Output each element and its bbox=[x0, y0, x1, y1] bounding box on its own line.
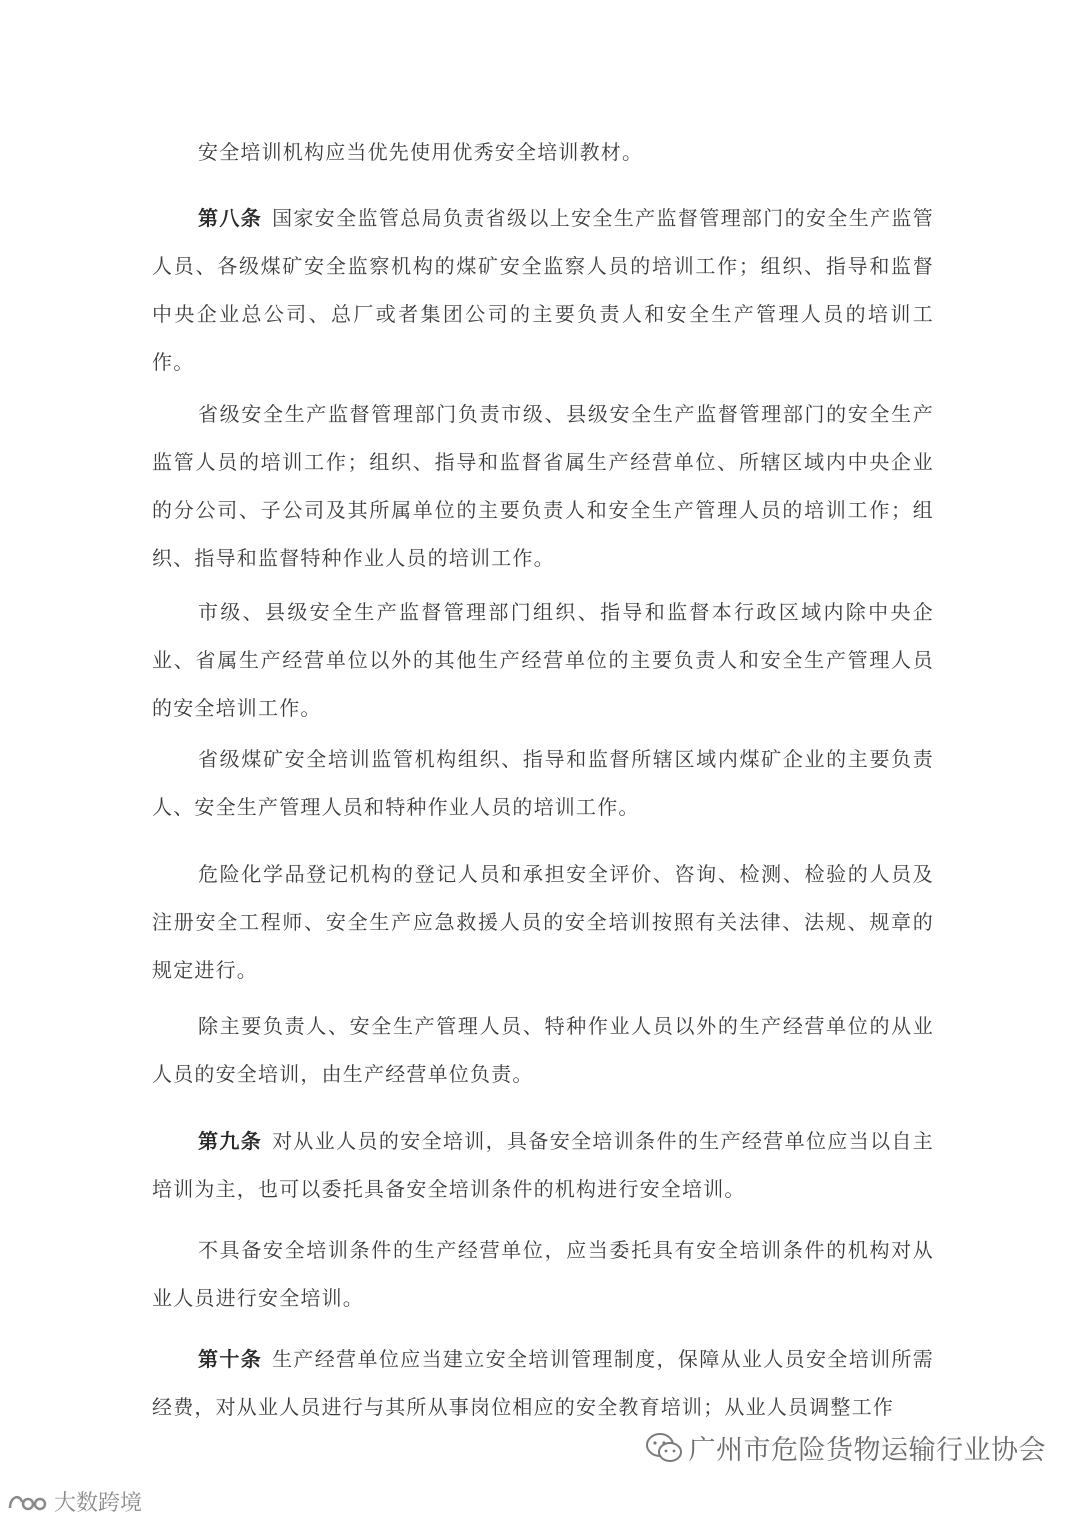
article-9-paragraph bbox=[152, 1117, 934, 1213]
watermark-text: 大数跨境 bbox=[54, 1491, 143, 1516]
article-number: 第九条 bbox=[198, 1129, 263, 1153]
paragraph-6 bbox=[152, 850, 934, 994]
paragraph-text: 除主要负责人、安全生产管理人员、特种作业人员以外的生产经营单位的从业人员的安全培训，由生产经营单位负责。 bbox=[152, 1014, 934, 1086]
paragraph-1 bbox=[152, 128, 934, 176]
paragraph-9 bbox=[152, 1226, 934, 1322]
brand-watermark bbox=[6, 1486, 142, 1517]
paragraph-text: 危险化学品登记机构的登记人员和承担安全评价、咨询、检测、检验的人员及注册安全工程师、安全生产应急救援人员的安全培训按照有关法律、法规、规章的规定进行。 bbox=[152, 862, 934, 982]
paragraph-3 bbox=[152, 390, 934, 582]
article-10-paragraph bbox=[152, 1335, 934, 1431]
article-8-paragraph bbox=[152, 194, 934, 386]
article-number: 第十条 bbox=[198, 1347, 263, 1371]
paragraph-text: 对从业人员的安全培训，具备安全培训条件的生产经营单位应当以自主培训为主，也可以委托具备安全培训条件的机构进行安全培训。 bbox=[152, 1129, 934, 1201]
wechat-icon bbox=[645, 1432, 683, 1464]
paragraph-text: 不具备安全培训条件的生产经营单位，应当委托具有安全培训条件的机构对从业人员进行安全培训。 bbox=[152, 1238, 934, 1310]
paragraph-text: 省级安全生产监督管理部门负责市级、县级安全生产监督管理部门的安全生产监管人员的培训工作；组织、指导和监督省属生产经营单位、所辖区域内中央企业的分公司、子公司及其所属单位的主要负责人和安全生产管理人员的培训工作；组织、指导和监督特种作业人员的培训工作。 bbox=[152, 402, 934, 570]
paragraph-text: 安全培训机构应当优先使用优秀安全培训教材。 bbox=[198, 140, 644, 164]
paragraph-5 bbox=[152, 735, 934, 831]
paragraph-text: 市级、县级安全生产监督管理部门组织、指导和监督本行政区域内除中央企业、省属生产经营单位以外的其他生产经营单位的主要负责人和安全生产管理人员的安全培训工作。 bbox=[152, 600, 934, 720]
paragraph-text: 国家安全监管总局负责省级以上安全生产监督管理部门的安全生产监管人员、各级煤矿安全监察机构的煤矿安全监察人员的培训工作；组织、指导和监督中央企业总公司、总厂或者集团公司的主要负责人和安全生产管理人员的培训工作。 bbox=[152, 206, 934, 374]
paragraph-text: 省级煤矿安全培训监管机构组织、指导和监督所辖区域内煤矿企业的主要负责人、安全生产管理人员和特种作业人员的培训工作。 bbox=[152, 747, 934, 819]
brand-logo-icon bbox=[6, 1488, 50, 1516]
wechat-watermark bbox=[645, 1428, 1047, 1467]
paragraph-text: 生产经营单位应当建立安全培训管理制度，保障从业人员安全培训所需经费，对从业人员进行与其所从事岗位相应的安全教育培训；从业人员调整工作 bbox=[152, 1347, 934, 1419]
paragraph-7 bbox=[152, 1002, 934, 1098]
watermark-text: 广州市危险货物运输行业协会 bbox=[688, 1435, 1046, 1466]
paragraph-4 bbox=[152, 588, 934, 732]
article-number: 第八条 bbox=[198, 206, 263, 230]
